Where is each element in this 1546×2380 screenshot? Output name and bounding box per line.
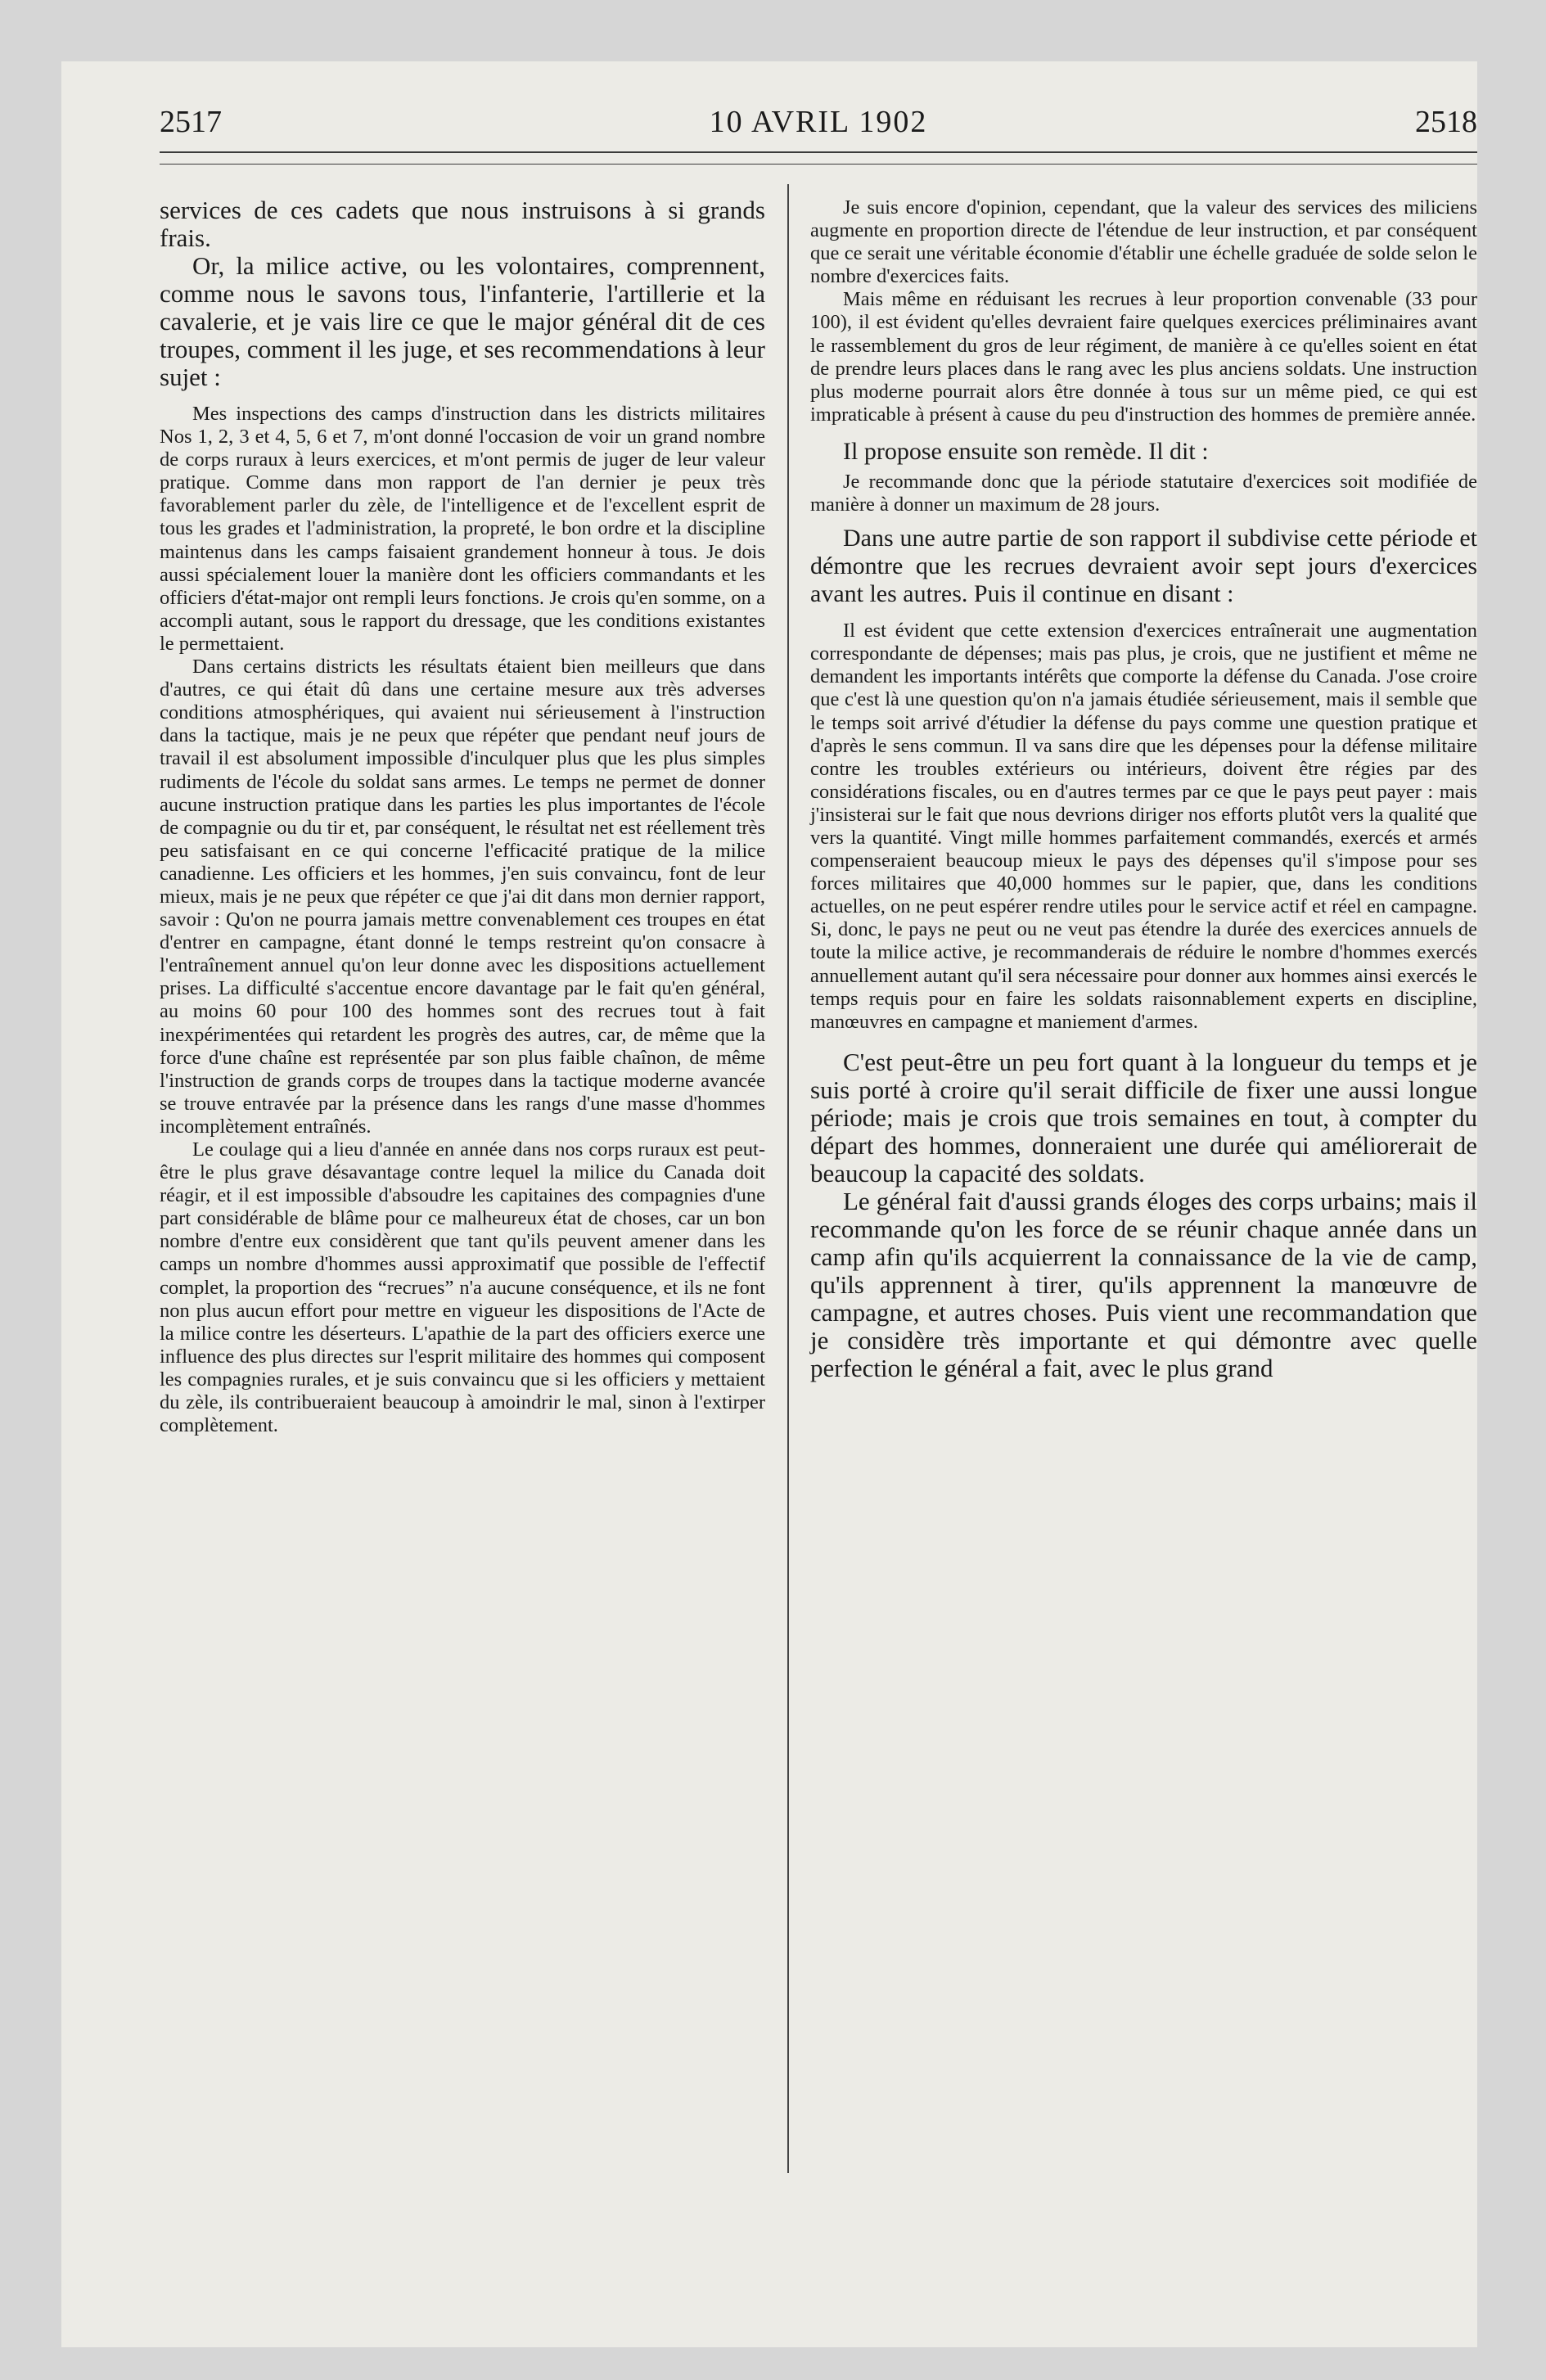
quote-paragraph: Il est évident que cette extension d'exercices entraînerait une augmentation correspondante de dépenses; mais pas plus, je crois, que ne justifient et même ne demandent les importants intérêts que comporte la défense du Canada. J'ose croire que c'est là une question qu'on n'a jamais étudiée sérieusement, mais il semble que le temps soit arrivé d'étudier la défense du pays comme une question pratique et d'après le sens commun. Il va sans dire que les dépenses pour la défense militaire contre les troubles extérieurs ou intérieurs, doivent être régies par des considérations fiscales, ou en d'autres termes par ce que le pays peut payer : mais j'insisterai sur le fait que nous devrions diriger nos efforts plutôt vers la qualité que vers la quantité. Vingt mille hommes parfaitement commandés, exercés et armés compenseraient beaucoup mieux le pays des dépenses qu'il s'impose pour ses forces militaires que 40,000 hommes sur le papier, que, dans les conditions actuelles, on ne peut espérer rendre utiles pour le service actif et réel en campagne. Si, donc, le pays ne peut ou ne veut pas étendre la durée des exercices annuels de toute la milice active, je recommanderais de réduire le nombre d'hommes exercés annuellement autant qu'il sera nécessaire pour donner aux hommes ainsi exercés le temps requis pour en faire les soldats raisonnablement experts en discipline, manœuvres en campagne et maniement d'armes. — [810, 620, 1477, 1033]
header-rule — [160, 151, 1477, 153]
paragraph: Le général fait d'aussi grands éloges des corps urbains; mais il recommande qu'on les force de se réunir chaque année dans un camp afin qu'ils acquierrent la connaissance de la vie de camp, qu'ils apprennent à tirer, qu'ils apprennent la manœuvre de campagne, et autres choses. Puis vient une recommandation que je considère très importante et qui démontre avec quelle perfection le général a fait, avec le plus grand — [810, 1186, 1477, 1382]
quote-paragraph: Le coulage qui a lieu d'année en année dans nos corps ruraux est peut-être le plus grave désavantage contre lequel la milice du Canada doit réagir, et il est impossible d'absoudre les capitaines des compagnies d'une part considérable de blâme pour ce malheureux état de choses, car un bon nombre d'entre eux considèrent que tant qu'ils peuvent amener dans les camps un nombre d'hommes aussi approximatif que possible de l'effectif complet, la proportion des “recrues” n'a aucune conséquence, et ils ne font non plus aucun effort pour mettre en vigueur les dispositions de l'Acte de la milice contre les déserteurs. L'apathie de la part des officiers exerce une influence des plus directes sur l'esprit militaire des hommes qui composent les compagnies rurales, et je suis convaincu que si les officiers y mettaient du zèle, ils contribueraient beaucoup à amoindrir le mal, sinon à l'extirper complètement. — [160, 1138, 765, 1437]
page-number-right: 2518 — [1415, 105, 1477, 139]
paragraph: Dans une autre partie de son rapport il subdivise cette période et démontre que les recrues devraient avoir sept jours d'exercices avant les autres. Puis il continue en disant : — [810, 525, 1477, 608]
quote-paragraph: Je recommande donc que la période statutaire d'exercices soit modifiée de manière à donner un maximum de 28 jours. — [810, 470, 1477, 516]
page-date: 10 AVRIL 1902 — [709, 105, 928, 139]
page-number-left: 2517 — [160, 105, 222, 139]
paragraph: Or, la milice active, ou les volontaires, comprennent, comme nous le savons tous, l'infanterie, l'artillerie et la cavalerie, et je vais lire ce que le major général dit de ces troupes, comment il les juge, et ses recommendations à leur sujet : — [160, 251, 765, 391]
quote-paragraph: Dans certains districts les résultats étaient bien meilleurs que dans d'autres, ce qui était dû dans une certaine mesure aux très adverses conditions atmosphériques, qui avaient nui sérieusement à l'instruction dans la tactique, mais je ne peux que répéter que pendant neuf jours de travail il est absolument impossible d'inculquer plus que les plus simples rudiments de l'école du soldat sans armes. Le temps ne permet de donner aucune instruction pratique dans les parties les plus importantes de l'école de compagnie ou du tir et, par conséquent, le résultat net est réellement très peu satisfaisant en ce qui concerne l'efficacité pratique de la milice canadienne. Les officiers et les hommes, j'en suis convaincu, font de leur mieux, mais je ne peux que répéter ce que j'ai dit dans mon dernier rapport, savoir : Qu'on ne pourra jamais mettre convenablement ces troupes en état d'entrer en campagne, étant donné le temps restreint qu'on consacre à l'entraînement annuel qu'on leur donne avec les dispositions actuellement prises. La difficulté s'accentue encore davantage par le fait qu'en général, au moins 60 pour 100 des hommes sont des recrues tout à fait inexpérimentées qui retardent les progrès des autres, car, de même que la force d'une chaîne est représentée par son plus faible chaînon, de même l'instruction de grands corps de troupes dans la tactique moderne avancée se trouve entravée par la présence dans les rangs d'une masse d'hommes incomplètement entraînés. — [160, 656, 765, 1138]
quote-paragraph: Je suis encore d'opinion, cependant, que la valeur des services des miliciens augmente en proportion directe de l'étendue de leur instruction, et par conséquent que ce serait une véritable économie d'établir une échelle graduée de solde selon le nombre d'exercices faits. — [810, 196, 1477, 288]
quote-paragraph: Mes inspections des camps d'instruction dans les districts militaires Nos 1, 2, 3 et 4, 5, 6 et 7, m'ont donné l'occasion de voir un grand nombre de corps ruraux à leurs exercices, et m'ont permis de juger de leur valeur pratique. Comme dans mon rapport de l'an dernier je peux très favorablement parler du zèle, de l'intelligence et de l'excellent esprit de tous les grades et l'administration, la propreté, le bon ordre et la discipline maintenus dans les camps faisaient grandement honneur à tous. Je dois aussi spécialement louer la manière dont les officiers commandants et les officiers d'état-major ont rempli leurs fonctions. Je crois qu'en somme, on a accompli autant, sous le rapport du dressage, que les conditions existantes le permettaient. — [160, 403, 765, 655]
hansard-page — [61, 61, 1477, 2347]
page-header — [160, 94, 1477, 143]
column-divider — [787, 184, 789, 2173]
quote-paragraph: Mais même en réduisant les recrues à leur proportion convenable (33 pour 100), il est évident qu'elles devraient faire quelques exercices préliminaires avant le rassemblement du gros de leur régiment, de manière à ce qu'elles soient en état de prendre leurs places dans le rang avec les plus anciens soldats. Une instruction plus moderne pourrait alors être donnée à tous sur un même pied, ce qui est impraticable à présent à cause du peu d'instruction des hommes de première année. — [810, 288, 1477, 426]
paragraph: services de ces cadets que nous instruisons à si grands frais. — [160, 196, 765, 252]
paragraph: C'est peut-être un peu fort quant à la longueur du temps et je suis porté à croire qu'il serait difficile de fixer une aussi longue période; mais je crois que trois semaines en tout, à compter du départ des hommes, donneraient une durée qui améliorerait de beaucoup la capacité des soldats. — [810, 1047, 1477, 1188]
right-column — [810, 196, 1477, 1382]
header-rule-thin — [160, 164, 1477, 165]
paragraph: Il propose ensuite son remède. Il dit : — [843, 437, 1209, 465]
left-column — [160, 196, 765, 1437]
